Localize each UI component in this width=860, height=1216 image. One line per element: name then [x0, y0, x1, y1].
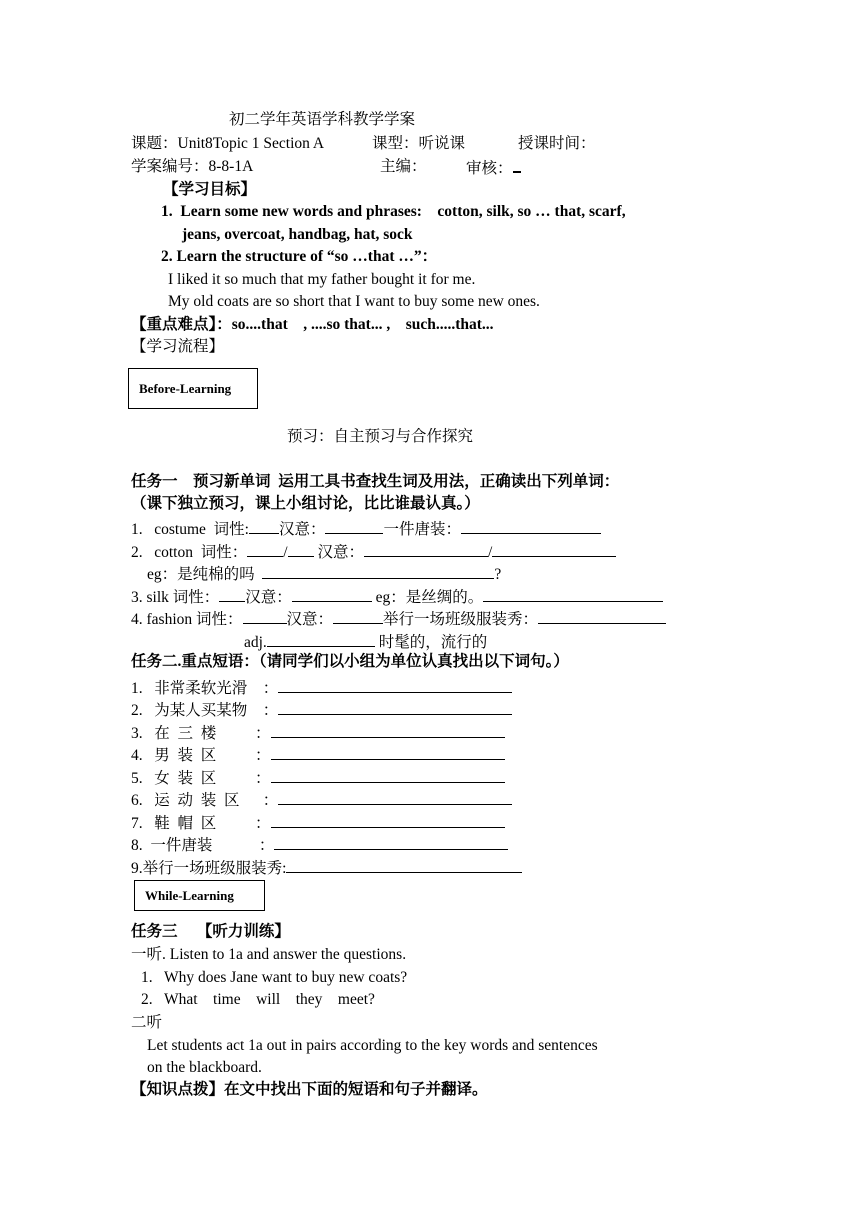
lesson-reviewer: 审核：: [466, 157, 521, 179]
preview-title: 预习：自主预习与合作探究: [287, 428, 474, 445]
word-silk-line: 3. silk 词性： 汉意： eg：是丝绸的。: [131, 585, 663, 608]
listen-first: 一听. Listen to 1a and answer the questions.: [131, 946, 407, 963]
while-learning-label: While-Learning: [145, 887, 234, 903]
phrase-item: 9.举行一场班级服装秀:: [131, 856, 522, 879]
act-instruction: Let students act 1a out in pairs according to the key words and sentences: [147, 1037, 598, 1054]
phrase-item: 4. 男 装 区 ：: [131, 743, 505, 766]
lesson-topic: 课题：Unit8Topic 1 Section A: [131, 135, 325, 152]
key-points: 【重点难点】：so....that , ....so that... , such.....that...: [131, 316, 494, 333]
question-1: 1. Why does Jane want to buy new coats?: [141, 969, 408, 986]
lesson-time: 授课时间：: [518, 135, 596, 152]
while-learning-box: [134, 880, 265, 911]
silk-pos-blank[interactable]: [219, 585, 245, 602]
cotton-meaning-blank-1[interactable]: [364, 540, 488, 557]
lesson-editor: 主编：: [380, 158, 427, 175]
phrase-blank[interactable]: [278, 698, 512, 715]
process-heading: 【学习流程】: [131, 338, 225, 355]
phrase-item: 1. 非常柔软光滑 ：: [131, 676, 512, 699]
knowledge-heading: 【知识点拨】在文中找出下面的短语和句子并翻译。: [131, 1081, 488, 1098]
goals-heading: 【学习目标】: [163, 181, 257, 198]
word-cotton-line: 2. cotton 词性： / 汉意： /: [131, 540, 616, 563]
phrase-blank[interactable]: [271, 743, 505, 760]
page-title: 初二学年英语学科教学学案: [229, 111, 416, 128]
phrase-item: 7. 鞋 帽 区 ：: [131, 811, 505, 834]
phrase-item: 6. 运 动 装 区 ：: [131, 788, 512, 811]
cotton-meaning-blank-2[interactable]: [492, 540, 616, 557]
silk-meaning-blank[interactable]: [292, 585, 372, 602]
task3-title: 任务三 【听力训练】: [131, 923, 290, 940]
phrase-item: 8. 一件唐装 ：: [131, 833, 508, 856]
task1-title: 任务一 预习新单词 运用工具书查找生词及用法，正确读出下列单词：: [131, 473, 620, 490]
phrase-blank[interactable]: [271, 811, 505, 828]
goal-example-1: I liked it so much that my father bought it for me.: [168, 271, 476, 288]
phrase-item: 2. 为某人买某物 ：: [131, 698, 512, 721]
fashion-meaning-blank[interactable]: [333, 607, 383, 624]
phrase-blank[interactable]: [271, 721, 505, 738]
cotton-pos-blank-2[interactable]: [288, 540, 314, 557]
costume-pos-blank[interactable]: [249, 517, 279, 534]
word-costume-line: 1. costume 词性: 汉意： 一件唐装：: [131, 517, 601, 540]
fashion-adj-line: adj. 时髦的，流行的: [244, 630, 487, 653]
cotton-example-line: eg：是纯棉的吗 ?: [147, 562, 501, 585]
before-learning-label: Before-Learning: [139, 380, 232, 396]
goal-item-1: 1. Learn some new words and phrases: cotton, silk, so … that, scarf,: [161, 203, 626, 220]
fashion-pos-blank[interactable]: [243, 607, 287, 624]
fashion-adj-blank[interactable]: [267, 630, 375, 647]
task1-note: （课下独立预习，课上小组讨论，比比谁最认真。）: [131, 495, 480, 512]
lesson-type: 课型：听说课: [372, 135, 466, 152]
act-instruction-cont: on the blackboard.: [147, 1059, 262, 1076]
phrase-blank[interactable]: [278, 676, 512, 693]
phrase-item: 3. 在 三 楼 ：: [131, 721, 505, 744]
fashion-phrase-blank[interactable]: [538, 607, 666, 624]
cotton-pos-blank-1[interactable]: [247, 540, 283, 557]
cotton-example-blank[interactable]: [262, 562, 494, 579]
phrase-blank[interactable]: [278, 788, 512, 805]
phrase-blank[interactable]: [271, 766, 505, 783]
goal-item-1-cont: jeans, overcoat, handbag, hat, sock: [182, 226, 413, 243]
before-learning-box: [128, 368, 258, 409]
phrase-item: 5. 女 装 区 ：: [131, 766, 505, 789]
goal-item-2: 2. Learn the structure of “so …that …”：: [161, 248, 438, 265]
question-2: 2. What time will they meet?: [141, 991, 375, 1008]
goal-example-2: My old coats are so short that I want to buy some new ones.: [168, 293, 540, 310]
costume-meaning-blank[interactable]: [325, 517, 383, 534]
lesson-code: 学案编号：8-8-1A: [131, 158, 254, 175]
silk-example-blank[interactable]: [483, 585, 663, 602]
listen-second: 二听: [131, 1014, 163, 1031]
phrase-blank[interactable]: [286, 856, 522, 873]
task2-title: 任务二.重点短语：（请同学们以小组为单位认真找出以下词句。）: [131, 653, 569, 670]
costume-phrase-blank[interactable]: [461, 517, 601, 534]
word-fashion-line: 4. fashion 词性： 汉意： 举行一场班级服装秀：: [131, 607, 666, 630]
phrase-blank[interactable]: [274, 833, 508, 850]
